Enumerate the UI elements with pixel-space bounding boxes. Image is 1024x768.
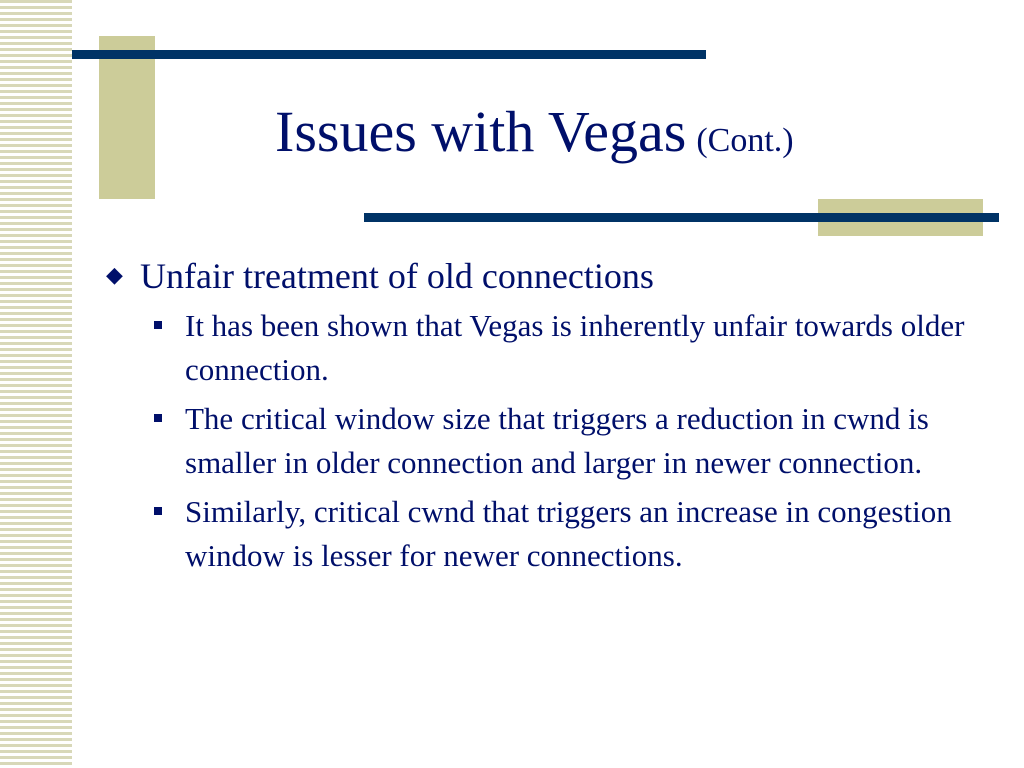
- subbullet-text: It has been shown that Vegas is inherently unfair towards older connection.: [185, 308, 965, 387]
- subbullet-item: [104, 490, 965, 578]
- diamond-bullet-icon: ◆: [106, 263, 123, 288]
- subbullet-item: [104, 304, 965, 392]
- slide-content: [104, 252, 984, 583]
- slide-title-main: Issues with Vegas: [275, 99, 687, 164]
- square-bullet-icon: [154, 414, 162, 422]
- decorative-line-top: [72, 50, 706, 59]
- decorative-stripes: [0, 0, 72, 768]
- bullet-item: [104, 252, 984, 300]
- subbullet-item: [104, 397, 965, 485]
- slide-title-suffix: (Cont.): [696, 122, 794, 159]
- decorative-block-top: [99, 36, 155, 199]
- square-bullet-icon: [154, 507, 162, 515]
- decorative-line-bottom: [364, 213, 999, 222]
- subbullet-list: [104, 304, 984, 578]
- square-bullet-icon: [154, 321, 162, 329]
- bullet-text: Unfair treatment of old connections: [140, 256, 654, 296]
- slide-title: [275, 98, 794, 164]
- subbullet-text: The critical window size that triggers a reduction in cwnd is smaller in older connection and larger in newer connection.: [185, 401, 929, 480]
- subbullet-text: Similarly, critical cwnd that triggers an increase in congestion window is lesser for newer connections.: [185, 494, 952, 573]
